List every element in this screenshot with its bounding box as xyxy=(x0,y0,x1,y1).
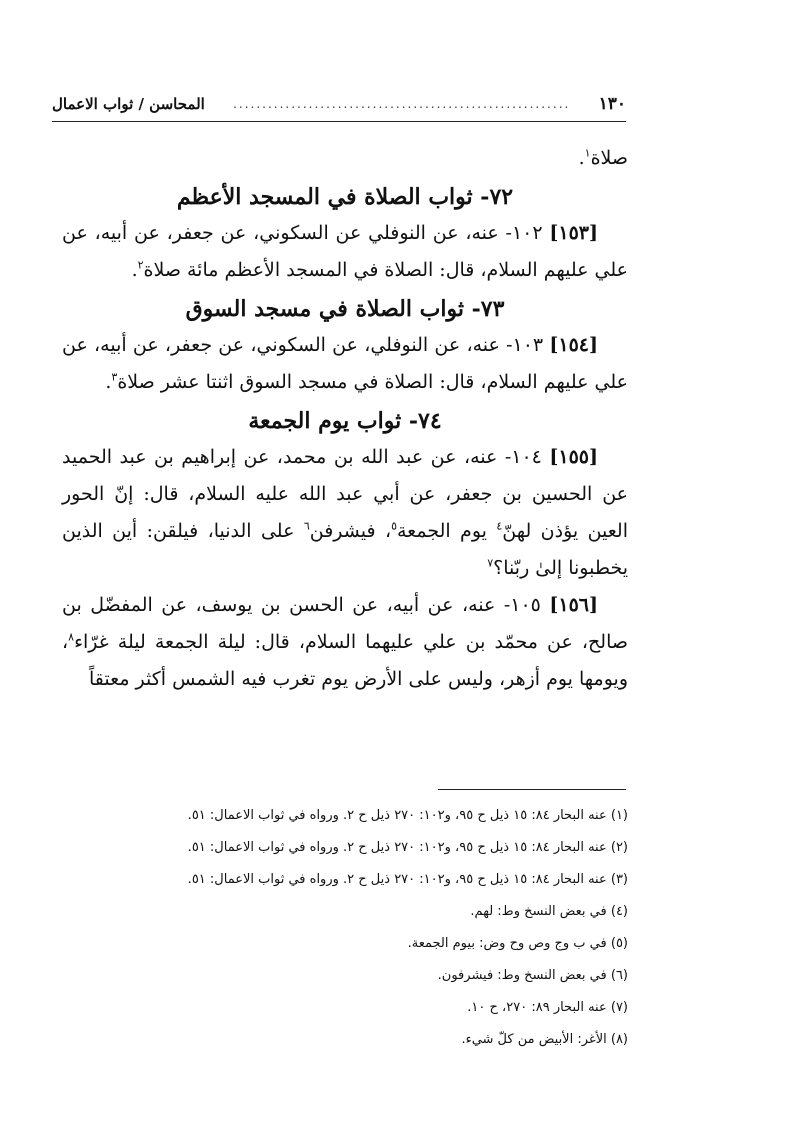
hadith-155 xyxy=(62,439,628,587)
header-rule xyxy=(52,121,626,122)
hadith-text: ، ويومها يوم أزهر، وليس على الأرض يوم تغرب فيه الشمس أكثر معتقاً xyxy=(62,631,628,690)
hadith-number: [١٥٥] xyxy=(549,446,598,468)
hadith-text: يوم الجمعة xyxy=(397,520,497,542)
hadith-text: ١٠٣- عنه، عن النوفلي، عن السكوني، عن جعفر، عن أبيه، عن علي عليهم السلام، قال: الصلاة في مسجد السوق اثنتا عشر صلاة xyxy=(62,334,628,393)
footnote-ref: ٦ xyxy=(303,519,310,533)
footnote-ref: ٣ xyxy=(111,370,118,384)
hadith-number: [١٥٦] xyxy=(549,594,598,616)
footnote-6: (٦) في بعض النسخ وط: فيشرفون. xyxy=(437,968,628,983)
hadith-number: [١٥٤] xyxy=(549,334,598,356)
main-text xyxy=(62,140,628,698)
running-header xyxy=(52,90,626,118)
footnote-ref: ٥ xyxy=(391,519,397,533)
header-title: المحاسن / ثواب الاعمال xyxy=(52,95,205,113)
hadith-text: على الدنيا، فيلقن: أين الذين يخطبونا إلىٰ ربّنا؟ xyxy=(62,520,628,579)
footnote-rule xyxy=(438,789,626,790)
footnote-ref: ٨ xyxy=(68,630,75,644)
footnote-ref: ٤ xyxy=(496,519,503,533)
footnote-ref: ١ xyxy=(584,146,591,160)
continuation-line: صلاة$^١$. xyxy=(578,146,628,169)
hadith-text: ١٠٥- عنه، عن أبيه، عن الحسن بن يوسف، عن المفضّل بن صالح، عن محمّد بن علي عليهما السلام، قال: ليلة الجمعة ليلة غرّاء xyxy=(62,594,628,653)
footnote-ref: ٢ xyxy=(137,258,144,272)
footnote-5: (٥) في ب وج وص وح وض: بيوم الجمعة. xyxy=(407,936,628,951)
section-heading-72: ٧٢- ثواب الصلاة في المسجد الأعظم xyxy=(176,184,514,210)
hadith-156 xyxy=(62,587,628,698)
page-number: ١٣٠ xyxy=(598,94,626,114)
hadith-text: ، فيشرفن xyxy=(309,520,392,542)
hadith-number: [١٥٣] xyxy=(549,222,598,244)
footnote-2: (٢) عنه البحار ٨٤: ١٥ ذيل ح ٩٥، و١٠٢: ٢٧٠ ذيل ح ٢. ورواه في ثواب الاعمال: ٥١. xyxy=(187,840,628,855)
footnote-3: (٣) عنه البحار ٨٤: ١٥ ذيل ح ٩٥، و١٠٢: ٢٧٠ ذيل ح ٢. ورواه في ثواب الاعمال: ٥١. xyxy=(187,872,628,887)
footnote-7: (٧) عنه البحار ٨٩: ٢٧٠، ح ١٠. xyxy=(467,1000,628,1015)
section-heading-74: ٧٤- ثواب يوم الجمعة xyxy=(248,408,442,434)
section-heading-73: ٧٣- ثواب الصلاة في مسجد السوق xyxy=(185,296,505,322)
footnote-4: (٤) في بعض النسخ وط: لهم. xyxy=(470,904,628,919)
header-leader-dots: .......................................................... xyxy=(233,97,571,111)
footnote-ref: ٧ xyxy=(487,556,494,570)
hadith-154: [١٥٤] ١٠٣- عنه، عن النوفلي، عن السكوني، عن جعفر، عن أبيه، عن علي عليهم السلام، قال: الصلاة في مسجد السوق اثنتا عشر صلاة$^٣$. xyxy=(62,334,628,393)
hadith-text: ١٠٢- عنه، عن النوفلي عن السكوني، عن جعفر، عن أبيه، عن علي عليهم السلام، قال: الصلاة في المسجد الأعظم مائة صلاة xyxy=(62,222,628,281)
hadith-153: [١٥٣] ١٠٢- عنه، عن النوفلي عن السكوني، عن جعفر، عن أبيه، عن علي عليهم السلام، قال: الصلاة في المسجد الأعظم مائة صلاة$^٢$. xyxy=(62,222,628,281)
footnote-1: (١) عنه البحار ٨٤: ١٥ ذيل ح ٩٥، و١٠٢: ٢٧٠ ذيل ح ٢. ورواه في ثواب الاعمال: ٥١. xyxy=(187,808,628,823)
hadith-text: ١٠٤- عنه، عن عبد الله بن محمد، عن إبراهيم بن عبد الحميد عن الحسين بن جعفر، عن أبي عبد الله عليه السلام، قال: إنّ الحور العين يؤذن لهنّ xyxy=(62,446,628,542)
footnotes xyxy=(62,800,628,1056)
footnote-8: (٨) الأغر: الأبيض من كلّ شيء. xyxy=(461,1032,628,1047)
